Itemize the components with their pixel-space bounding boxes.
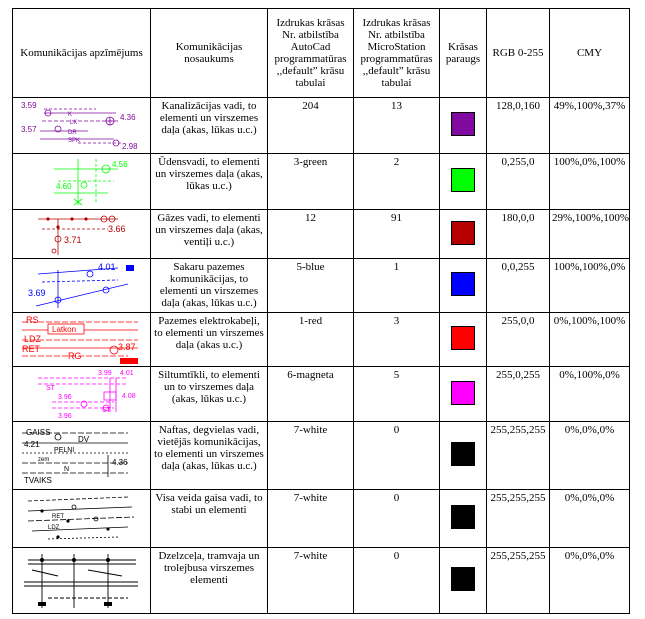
table-row [13, 210, 630, 259]
svg-text:2.98: 2.98 [121, 141, 138, 151]
autocad-color-number: 204 [268, 98, 354, 154]
table-row [13, 367, 630, 422]
cmy-value: 0%,0%,0% [550, 490, 630, 548]
symbol-cell [13, 154, 151, 210]
rgb-value: 255,255,255 [487, 490, 550, 548]
table-row [13, 490, 630, 548]
rgb-value: 0,255,0 [487, 154, 550, 210]
svg-text:GAISS: GAISS [25, 427, 50, 437]
svg-text:DR: DR [67, 129, 77, 136]
cmy-value: 29%,100%,100% [550, 210, 630, 259]
svg-text:4.36: 4.36 [111, 457, 128, 467]
svg-text:4.60: 4.60 [55, 181, 72, 191]
komunikacija-name: Pazemes elektrokabeļi, to elementi un virszemes daļa (akas u.c.) [151, 313, 268, 367]
overhead-lines-symbol-icon [18, 491, 146, 547]
sewer-symbol-icon [18, 99, 146, 153]
color-sample-cell [440, 210, 487, 259]
microstation-color-number: 0 [354, 490, 440, 548]
table-row [13, 548, 630, 614]
komunikacija-name: Ūdensvadi, to elementi un virszemes daļa (akas, lūkas u.c.) [151, 154, 268, 210]
color-sample-cell [440, 98, 487, 154]
komunikacija-name: Dzelzceļa, tramvaja un trolejbusa virszemes elementi [151, 548, 268, 614]
cmy-value: 0%,100%,100% [550, 313, 630, 367]
header-microstation: Izdrukas krāsas Nr. atbilstība MicroStation programmatūras ,,default” krāsu tabulai [354, 9, 440, 98]
color-sample-cell [440, 490, 487, 548]
svg-text:3.59: 3.59 [20, 100, 37, 110]
electric-cable-symbol-icon [18, 314, 146, 366]
color-swatch [451, 112, 475, 136]
autocad-color-number: 7-white [268, 548, 354, 614]
komunikacija-name: Naftas, degvielas vadi, vietējās komunikācijas, to elementi un virszemes daļa (akas, lūkas u.c.) [151, 422, 268, 490]
svg-text:RS: RS [25, 314, 39, 325]
svg-text:DV: DV [77, 434, 89, 444]
utility-color-legend-table [12, 8, 630, 614]
telecom-symbol-icon [18, 260, 146, 312]
svg-text:RET: RET [21, 343, 40, 354]
rgb-value: 0,0,255 [487, 259, 550, 313]
gas-symbol-icon [18, 211, 146, 257]
header-name: Komunikācijas nosaukums [151, 9, 268, 98]
symbol-cell [13, 367, 151, 422]
svg-text:3.96: 3.96 [57, 412, 72, 420]
svg-text:N: N [63, 465, 69, 473]
color-swatch [451, 505, 475, 529]
table-row [13, 154, 630, 210]
color-swatch [451, 326, 475, 350]
rgb-value: 180,0,0 [487, 210, 550, 259]
autocad-color-number: 7-white [268, 490, 354, 548]
cmy-value: 100%,100%,0% [550, 259, 630, 313]
symbol-cell [13, 98, 151, 154]
color-swatch [451, 381, 475, 405]
komunikacija-name: Visa veida gaisa vadi, to stabi un elementi [151, 490, 268, 548]
svg-text:3.87: 3.87 [117, 341, 136, 352]
svg-text:3.99: 3.99 [97, 369, 112, 377]
svg-text:zem: zem [37, 456, 49, 463]
svg-text:Latkon: Latkon [51, 324, 76, 334]
svg-text:3.66: 3.66 [107, 224, 126, 234]
svg-text:4.21: 4.21 [23, 439, 40, 449]
header-cmy: CMY [550, 9, 630, 98]
railway-symbol-icon [18, 550, 146, 612]
header-rgb: RGB 0-255 [487, 9, 550, 98]
cmy-value: 49%,100%,37% [550, 98, 630, 154]
color-swatch [451, 567, 475, 591]
cmy-value: 0%,100%,0% [550, 367, 630, 422]
rgb-value: 255,255,255 [487, 548, 550, 614]
header-autocad: Izdrukas krāsas Nr. atbilstība AutoCad programmatūras ,,default” krāsu tabulai [268, 9, 354, 98]
komunikacija-name: Sakaru pazemes komunikācijas, to elementi un virszemes daļa (akas, lūkas u.c.) [151, 259, 268, 313]
color-swatch [451, 442, 475, 466]
microstation-color-number: 3 [354, 313, 440, 367]
symbol-cell [13, 210, 151, 259]
heating-symbol-icon [18, 368, 146, 421]
rgb-value: 128,0,160 [487, 98, 550, 154]
color-swatch [451, 168, 475, 192]
symbol-cell [13, 259, 151, 313]
svg-text:ST: ST [101, 406, 111, 414]
header-symbol: Komunikācijas apzīmējums [13, 9, 151, 98]
symbol-cell [13, 548, 151, 614]
color-sample-cell [440, 259, 487, 313]
autocad-color-number: 6-magneta [268, 367, 354, 422]
rgb-value: 255,0,0 [487, 313, 550, 367]
svg-text:4.08: 4.08 [121, 392, 136, 400]
svg-text:3.57: 3.57 [20, 124, 37, 134]
svg-text:LK: LK [69, 119, 77, 126]
microstation-color-number: 91 [354, 210, 440, 259]
color-sample-cell [440, 313, 487, 367]
svg-text:LDZ: LDZ [23, 333, 41, 344]
microstation-color-number: 2 [354, 154, 440, 210]
microstation-color-number: 13 [354, 98, 440, 154]
color-swatch [451, 221, 475, 245]
cmy-value: 100%,0%,100% [550, 154, 630, 210]
komunikacija-name: Kanalizācijas vadi, to elementi un virszemes daļa (akas, lūkas u.c.) [151, 98, 268, 154]
svg-text:3.71: 3.71 [63, 235, 82, 245]
svg-text:4.36: 4.36 [119, 112, 136, 122]
color-sample-cell [440, 548, 487, 614]
fuel-symbol-icon [18, 425, 146, 487]
symbol-cell [13, 422, 151, 490]
svg-text:3.69: 3.69 [27, 287, 46, 298]
svg-text:LDZ: LDZ [47, 524, 59, 531]
table-row [13, 422, 630, 490]
rgb-value: 255,0,255 [487, 367, 550, 422]
table-row [13, 98, 630, 154]
symbol-cell [13, 313, 151, 367]
svg-text:4.56: 4.56 [111, 159, 128, 169]
komunikacija-name: Siltumtīkli, to elementi un to virszemes daļa (akas, lūkas u.c.) [151, 367, 268, 422]
autocad-color-number: 5-blue [268, 259, 354, 313]
svg-text:4.01: 4.01 [97, 261, 116, 272]
microstation-color-number: 0 [354, 548, 440, 614]
microstation-color-number: 5 [354, 367, 440, 422]
autocad-color-number: 7-white [268, 422, 354, 490]
svg-text:RET: RET [51, 513, 64, 520]
microstation-color-number: 1 [354, 259, 440, 313]
svg-text:RG: RG [67, 350, 81, 361]
svg-text:SPK: SPK [67, 137, 80, 144]
autocad-color-number: 3-green [268, 154, 354, 210]
table-row [13, 259, 630, 313]
header-row [13, 9, 630, 98]
header-sample: Krāsas paraugs [440, 9, 487, 98]
svg-text:K: K [67, 111, 72, 118]
color-sample-cell [440, 154, 487, 210]
color-sample-cell [440, 422, 487, 490]
svg-text:TVAIKS: TVAIKS [23, 475, 52, 485]
microstation-color-number: 0 [354, 422, 440, 490]
svg-text:PELNI: PELNI [53, 446, 74, 454]
color-sample-cell [440, 367, 487, 422]
rgb-value: 255,255,255 [487, 422, 550, 490]
svg-text:ST: ST [45, 384, 55, 392]
autocad-color-number: 1-red [268, 313, 354, 367]
color-swatch [451, 272, 475, 296]
symbol-cell [13, 490, 151, 548]
table-row [13, 313, 630, 367]
autocad-color-number: 12 [268, 210, 354, 259]
svg-text:4.01: 4.01 [119, 369, 134, 377]
water-symbol-icon [18, 155, 146, 209]
cmy-value: 0%,0%,0% [550, 422, 630, 490]
komunikacija-name: Gāzes vadi, to elementi un virszemes daļa (akas, ventiļi u.c.) [151, 210, 268, 259]
svg-text:3.96: 3.96 [57, 393, 72, 401]
cmy-value: 0%,0%,0% [550, 548, 630, 614]
